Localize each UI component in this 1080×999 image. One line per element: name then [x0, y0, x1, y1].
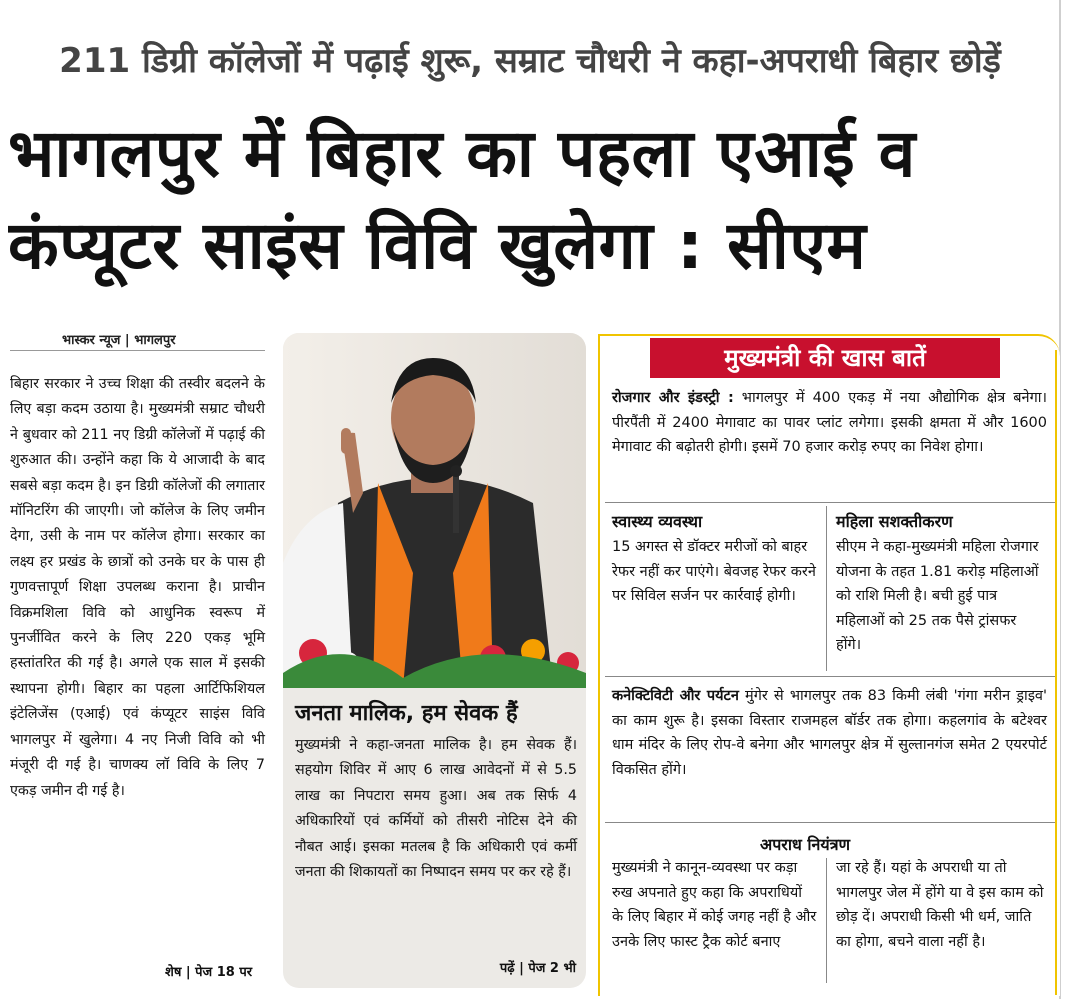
column-divider-1 — [826, 506, 827, 671]
section-divider-3 — [605, 822, 1055, 823]
health-heading: स्वास्थ्य व्यवस्था — [612, 512, 703, 531]
crime-heading: अपराध नियंत्रण — [760, 835, 851, 854]
column-divider-2 — [826, 858, 827, 983]
section-divider-1 — [605, 502, 1055, 503]
health-text: 15 अगस्त से डॉक्टर मरीजों को बाहर रेफर नहीं कर पाएंगे। बेवजह रेफर करने पर सिविल सर्जन पर कार्रवाई होगी। — [612, 539, 816, 604]
crime-text-col1: मुख्यमंत्री ने कानून-व्यवस्था पर कड़ा रुख अपनाते हुए कहा कि अपराधियों के लिए बिहार में कोई जगह नहीं है और उनके लिए फास्ट ट्रैक कोर्ट बनाए — [612, 860, 817, 950]
connectivity-text: मुंगेर से भागलपुर तक 83 किमी लंबी 'गंगा मरीन ड्राइव' का काम शुरू है। इसका विस्तार राजमहल बॉर्डर तक होगा। कहलगांव के बटेश्वर धाम मंदिर के लिए रोप-वे बनेगा और भागलपुर क्षेत्र में सुल्तानगंज समेत 2 एयरपोर्ट विकसित होंगे। — [612, 688, 1047, 778]
women-text: सीएम ने कहा-मुख्यमंत्री महिला रोजगार योजना के तहत 1.81 करोड़ महिलाओं को राशि मिली है। बची हुई पात्र महिलाओं को 25 तक पैसे ट्रांसफर होंगे। — [836, 539, 1039, 653]
caption-body: मुख्यमंत्री ने कहा-जनता मालिक है। हम सेवक हैं। सहयोग शिविर में आए 6 लाख आवेदनों में से 5.5 लाख का निपटारा समय हुआ। अब तक सिर्फ 4 अधिकारियों एवं कर्मियों को तीसरी नोटिस देने की नौबत आई। इसका मतलब है कि अधिकारी एवं कर्मी जनता की शिकायतों का निष्पादन समय पर कर रहे हैं। — [295, 737, 577, 881]
byline: भास्कर न्यूज | भागलपुर — [62, 333, 176, 348]
crime-text-col2: जा रहे हैं। यहां के अपराधी या तो भागलपुर जेल में होंगे या वे इस काम को छोड़ दें। अपराधी किसी भी धर्म, जाति का होगा, बचने वाला नहीं है। — [836, 860, 1044, 950]
highlights-banner: मुख्यमंत्री की खास बातें — [650, 338, 1000, 378]
connectivity-heading: कनेक्टिविटी और पर्यटन — [612, 688, 739, 704]
read-more-note: पढ़ें | पेज 2 भी — [499, 961, 576, 976]
highlights-panel-border — [1055, 350, 1057, 995]
caption-title: जनता मालिक, हम सेवक हैं — [295, 701, 518, 726]
headline-line-1: भागलपुर में बिहार का पहला एआई व — [8, 115, 916, 192]
employment-heading: रोजगार और इंडस्ट्री : — [612, 390, 734, 406]
byline-rule — [10, 350, 265, 351]
photo-caption-box — [283, 333, 586, 988]
women-heading: महिला सशक्तीकरण — [836, 512, 953, 531]
continued-note: शेष | पेज 18 पर — [165, 965, 253, 980]
headline-line-2: कंप्यूटर साइंस विवि खुलेगा : सीएम — [8, 207, 867, 284]
main-headline — [8, 108, 1053, 292]
left-article-body: बिहार सरकार ने उच्च शिक्षा की तस्वीर बदलने के लिए बड़ा कदम उठाया है। मुख्यमंत्री सम्राट चौधरी ने बुधवार को 211 नए डिग्री कॉलेजों में पढ़ाई की शुरुआत की। उन्होंने कहा कि ये आजादी के बाद सबसे बड़ा कदम है। इन डिग्री कॉलेजों की लगातार मॉनिटरिंग की जाएगी। जो कॉलेज के लिए जमीन देगा, उसी के नाम पर कॉलेज होगा। सरकार का लक्ष्य हर प्रखंड के छात्रों को उनके घर के पास ही गुणवत्तापूर्ण शिक्षा उपलब्ध कराना है। प्राचीन विक्रमशिला विवि को आधुनिक स्वरूप में पुनर्जीवित करने के लिए 220 एकड़ भूमि हस्तांतरित की गई है। अगले एक साल में इसकी स्थापना होगी। बिहार का पहला आर्टिफिशियल इंटेलिजेंस (एआई) एवं कंप्यूटर साइंस विवि भागलपुर में खुलेगा। 4 नए निजी विवि को भी मंजूरी दी गई है। चाणक्य लॉ विवि के लिए 7 एकड़ जमीन दी गई है। — [10, 376, 265, 799]
employment-text: भागलपुर में 400 एकड़ में नया औद्योगिक क्षेत्र बनेगा। पीरपैंती में 2400 मेगावाट का पावर प्लांट लगेगा। इसकी क्षमता में और 1600 मेगावाट की बढ़ोतरी होगी। इसमें 70 हजार करोड़ रुपए का निवेश होगा। — [612, 390, 1047, 455]
section-divider-2 — [605, 676, 1055, 677]
cm-speaking-photo — [283, 333, 586, 688]
employment-section — [612, 386, 1047, 460]
connectivity-section — [612, 684, 1047, 782]
kicker-headline: 211 डिग्री कॉलेजों में पढ़ाई शुरू, सम्राट चौधरी ने कहा-अपराधी बिहार छोड़ें — [59, 41, 1001, 81]
